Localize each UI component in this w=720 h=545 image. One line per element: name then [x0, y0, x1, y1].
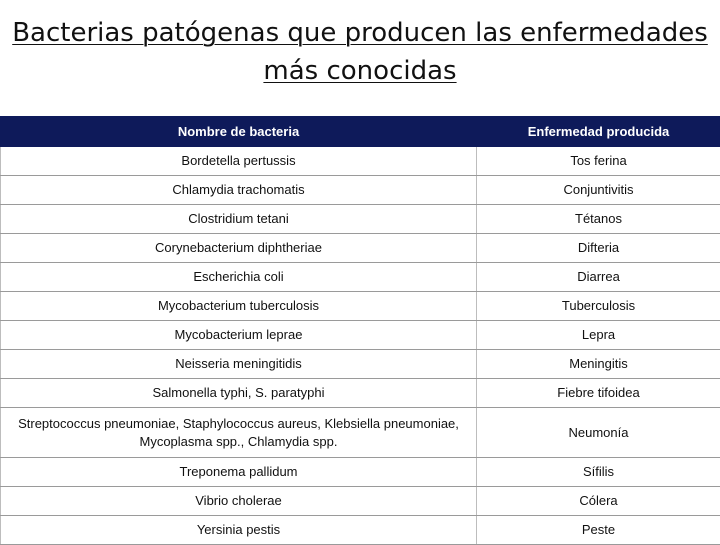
table-row [1, 379, 720, 408]
table-row [1, 321, 720, 350]
disease-cell: Peste [477, 516, 720, 545]
bacteria-cell: Salmonella typhi, S. paratyphi [1, 379, 477, 408]
bacteria-cell: Mycobacterium leprae [1, 321, 477, 350]
bacteria-cell: Corynebacterium diphtheriae [1, 234, 477, 263]
table-row [1, 205, 720, 234]
table-row [1, 487, 720, 516]
bacteria-cell: Streptococcus pneumoniae, Staphylococcus aureus, Klebsiella pneumoniae, Mycoplasma spp., Chlamydia spp. [1, 408, 477, 458]
column-header-disease: Enfermedad producida [477, 117, 720, 147]
title-line-2: más conocidas [0, 52, 720, 90]
disease-cell: Fiebre tifoidea [477, 379, 720, 408]
disease-cell: Cólera [477, 487, 720, 516]
table-row [1, 458, 720, 487]
bacteria-cell: Vibrio cholerae [1, 487, 477, 516]
disease-cell: Lepra [477, 321, 720, 350]
disease-cell: Tétanos [477, 205, 720, 234]
bacteria-cell: Mycobacterium tuberculosis [1, 292, 477, 321]
table-row [1, 263, 720, 292]
bacteria-cell: Neisseria meningitidis [1, 350, 477, 379]
disease-cell: Meningitis [477, 350, 720, 379]
table-row [1, 408, 720, 458]
disease-cell: Tuberculosis [477, 292, 720, 321]
bacteria-cell: Clostridium tetani [1, 205, 477, 234]
table-row [1, 234, 720, 263]
disease-cell: Conjuntivitis [477, 176, 720, 205]
bacteria-cell: Escherichia coli [1, 263, 477, 292]
disease-cell: Tos ferina [477, 147, 720, 176]
column-header-bacteria: Nombre de bacteria [1, 117, 477, 147]
table-row [1, 516, 720, 545]
bacteria-cell: Chlamydia trachomatis [1, 176, 477, 205]
table-header-row [1, 117, 720, 147]
table-row [1, 292, 720, 321]
table-row [1, 147, 720, 176]
disease-cell: Difteria [477, 234, 720, 263]
page-title [0, 14, 720, 90]
disease-cell: Sífilis [477, 458, 720, 487]
bacteria-table [0, 116, 720, 545]
table-row [1, 350, 720, 379]
table-row [1, 176, 720, 205]
bacteria-cell: Bordetella pertussis [1, 147, 477, 176]
title-line-1: Bacterias patógenas que producen las enfermedades [0, 14, 720, 52]
disease-cell: Diarrea [477, 263, 720, 292]
bacteria-cell: Yersinia pestis [1, 516, 477, 545]
bacteria-cell: Treponema pallidum [1, 458, 477, 487]
disease-cell: Neumonía [477, 408, 720, 458]
